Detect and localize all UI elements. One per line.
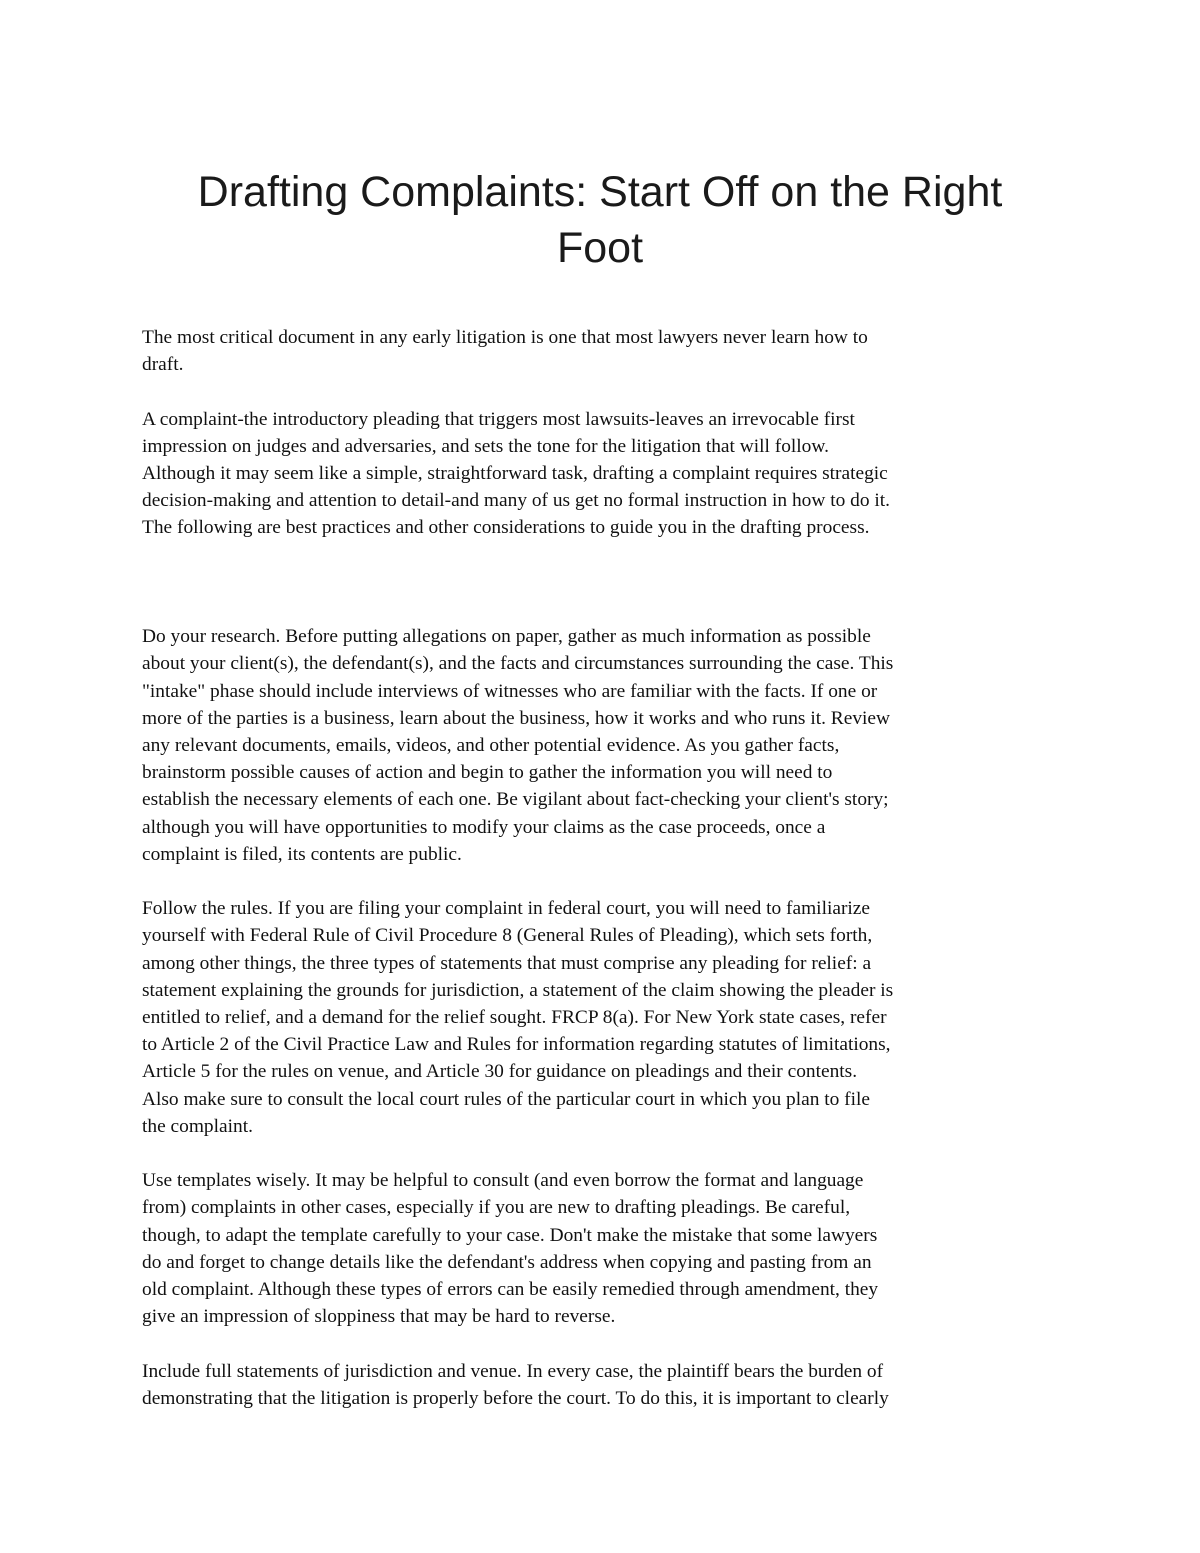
text-line: give an impression of sloppiness that may be hard to reverse. (142, 1306, 616, 1328)
text-line: entitled to relief, and a demand for the relief sought. FRCP 8(a). For New York state cases, refer (142, 1007, 887, 1029)
text-line: Do your research. Before putting allegations on paper, gather as much information as possible (142, 626, 871, 648)
text-line: from) complaints in other cases, especially if you are new to drafting pleadings. Be careful, (142, 1197, 851, 1219)
text-line: Although it may seem like a simple, straightforward task, drafting a complaint requires strategic (142, 463, 888, 484)
text-line: do and forget to change details like the defendant's address when copying and pasting from an (142, 1251, 872, 1273)
paragraph-jurisdiction (142, 1358, 1062, 1412)
text-line: complaint is filed, its contents are public. (142, 843, 462, 865)
paragraph-intro (142, 324, 1062, 378)
text-line: though, to adapt the template carefully to your case. Don't make the mistake that some lawyers (142, 1224, 878, 1246)
text-line: Also make sure to consult the local court rules of the particular court in which you plan to file (142, 1088, 871, 1110)
text-line: Article 5 for the rules on venue, and Article 30 for guidance on pleadings and their contents. (142, 1061, 858, 1083)
text-line: more of the parties is a business, learn about the business, how it works and who runs it. Review (142, 707, 891, 729)
text-line: draft. (142, 354, 184, 376)
text-line: among other things, the three types of statements that must comprise any pleading for relief: a (142, 952, 872, 974)
text-line: "intake" phase should include interviews of witnesses who are familiar with the facts. If one or (142, 680, 878, 702)
text-line: impression on judges and adversaries, and sets the tone for the litigation that will follow. (142, 435, 829, 457)
text-line: establish the necessary elements of each one. Be vigilant about fact-checking your client's story; (142, 789, 889, 811)
text-line: decision-making and attention to detail-and many of us get no formal instruction in how to do it. (142, 490, 891, 512)
text-line: about your client(s), the defendant(s), and the facts and circumstances surrounding the case. This (142, 653, 894, 675)
text-line: old complaint. Although these types of errors can be easily remedied through amendment, they (142, 1279, 879, 1301)
paragraph-research (142, 623, 1062, 868)
paragraph-overview (142, 406, 1062, 542)
text-line: Follow the rules. If you are filing your complaint in federal court, you will need to familiarize (142, 898, 871, 920)
text-line: The most critical document in any early litigation is one that most lawyers never learn how to (142, 327, 868, 348)
text-line: Use templates wisely. It may be helpful to consult (and even borrow the format and language (142, 1170, 864, 1192)
text-line: yourself with Federal Rule of Civil Procedure 8 (General Rules of Pleading), which sets forth, (142, 925, 873, 947)
text-line: the complaint. (142, 1115, 253, 1137)
text-line: brainstorm possible causes of action and begin to gather the information you will need to (142, 762, 833, 784)
text-line: statement explaining the grounds for jurisdiction, a statement of the claim showing the pleader is (142, 979, 894, 1001)
text-line: demonstrating that the litigation is properly before the court. To do this, it is important to clearly (142, 1387, 889, 1409)
text-line: to Article 2 of the Civil Practice Law and Rules for information regarding statutes of limitations, (142, 1034, 891, 1056)
title-line: Foot (556, 224, 644, 272)
paragraph-templates (142, 1167, 1062, 1330)
page-title (130, 164, 1070, 276)
text-line: A complaint-the introductory pleading that triggers most lawsuits-leaves an irrevocable first (142, 408, 855, 430)
text-line: any relevant documents, emails, videos, and other potential evidence. As you gather facts, (142, 735, 840, 757)
title-line: Drafting Complaints: Start Off on the Right (197, 168, 1003, 216)
document-body (142, 324, 1062, 1439)
text-line: The following are best practices and other considerations to guide you in the drafting process. (142, 517, 870, 539)
text-line: although you will have opportunities to modify your claims as the case proceeds, once a (142, 816, 826, 838)
text-line: Include full statements of jurisdiction and venue. In every case, the plaintiff bears the burden of (142, 1360, 884, 1382)
paragraph-rules (142, 895, 1062, 1140)
